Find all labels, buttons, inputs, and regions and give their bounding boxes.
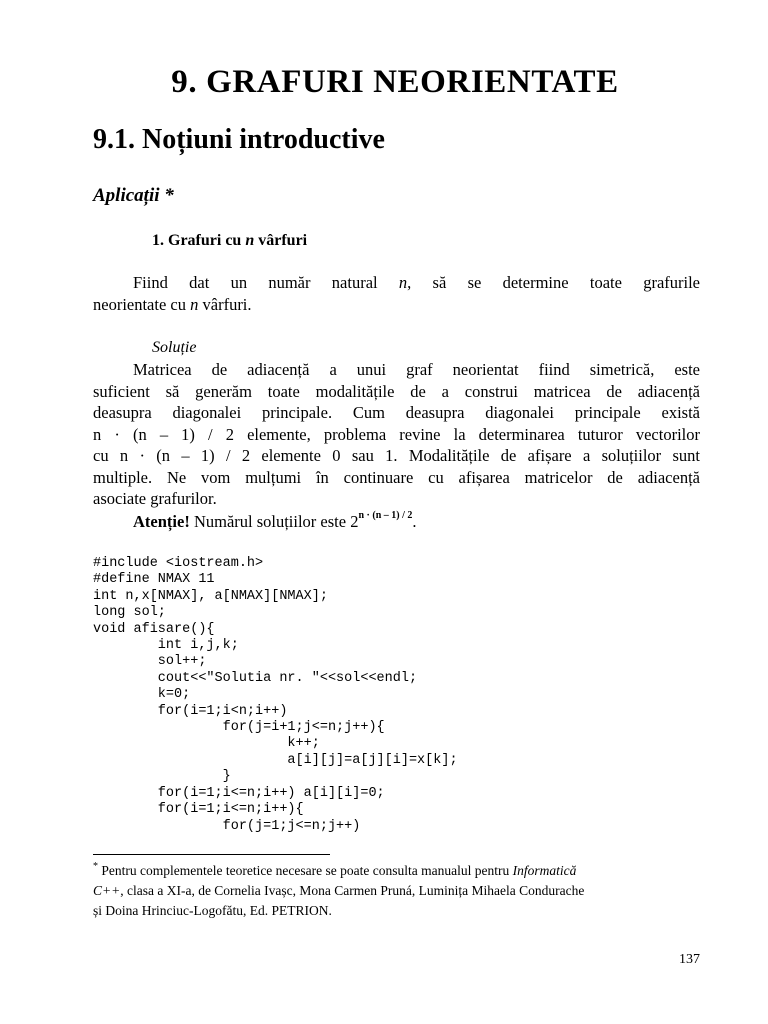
footnote-line: C++, clasa a XI-a, de Cornelia Ivașc, Mona Carmen Pruná, Luminița Mihaela Condurache <box>93 883 585 898</box>
page-number: 137 <box>679 952 700 967</box>
footnote <box>93 857 700 921</box>
section-title: 9.1. Noțiuni introductive <box>93 124 385 155</box>
statement-line: Fiind dat un număr natural n, să se determine toate grafurile <box>133 273 701 292</box>
problem-rest: vârfuri <box>254 232 308 249</box>
attention-label: Atenție! <box>133 512 190 531</box>
problem-statement <box>93 272 700 315</box>
solution-line: Matricea de adiacență a unui graf neorientat fiind simetrică, este <box>133 360 700 379</box>
chapter-title: 9. GRAFURI NEORIENTATE <box>171 64 619 100</box>
solution-line: asociate grafurilor. <box>93 489 217 508</box>
attention-exponent: n · (n – 1) / 2 <box>358 510 413 521</box>
problem-variable: n <box>245 232 255 249</box>
solution-line: deasupra diagonalei principale. Cum deasupra diagonalei principale există <box>93 403 700 422</box>
solution-line: n · (n – 1) / 2 elemente, problema revine la determinarea tuturor vectorilor <box>93 424 700 444</box>
code-listing: #include <iostream.h> #define NMAX 11 int n,x[NMAX], a[NMAX][NMAX]; long sol; void afisare(){ int i,j,k; sol++; cout<<"Solutia nr. "<<sol<<endl; k=0; for(i=1;i<n;i++) for(j=i+1;j<=n;j++){ k++; a[i][j]=a[j][i]=x[k]; } for(i=1;i<=n;i++) a[i][i]=0; for(i=1;i<=n;i++){ for(j=1;j<=n;j++) <box>93 556 458 834</box>
footnote-mark: * <box>93 861 98 872</box>
statement-line: neorientate cu n vârfuri. <box>93 294 252 314</box>
subsection-title: Aplicații * <box>93 185 174 206</box>
problem-title <box>152 232 307 250</box>
attention-text: Numărul soluțiilor este 2 <box>189 512 359 531</box>
solution-heading: Soluție <box>152 339 197 356</box>
attention-note: Atenție! Numărul soluțiilor este $2^{n \cdot (n - 1) / 2}$. <box>133 510 417 531</box>
solution-line: multiple. Ne vom mulțumi în continuare cu afișarea matricelor de adiacență <box>93 467 700 487</box>
footnote-line: și Doina Hrinciuc-Logofătu, Ed. PETRION. <box>93 903 332 918</box>
footnote-line: * Pentru complementele teoretice necesare se poate consulta manualul pentru Informatică <box>93 861 577 878</box>
footnote-divider <box>93 854 330 855</box>
solution-line: suficient să generăm toate modalitățile de a construi matricea de adiacență <box>93 381 700 401</box>
solution-paragraph <box>93 359 700 510</box>
problem-number: 1. Grafuri cu <box>152 232 242 249</box>
solution-line: cu n · (n – 1) / 2 elemente 0 sau 1. Modalitățile de afișare a soluțiilor sunt <box>93 446 700 465</box>
